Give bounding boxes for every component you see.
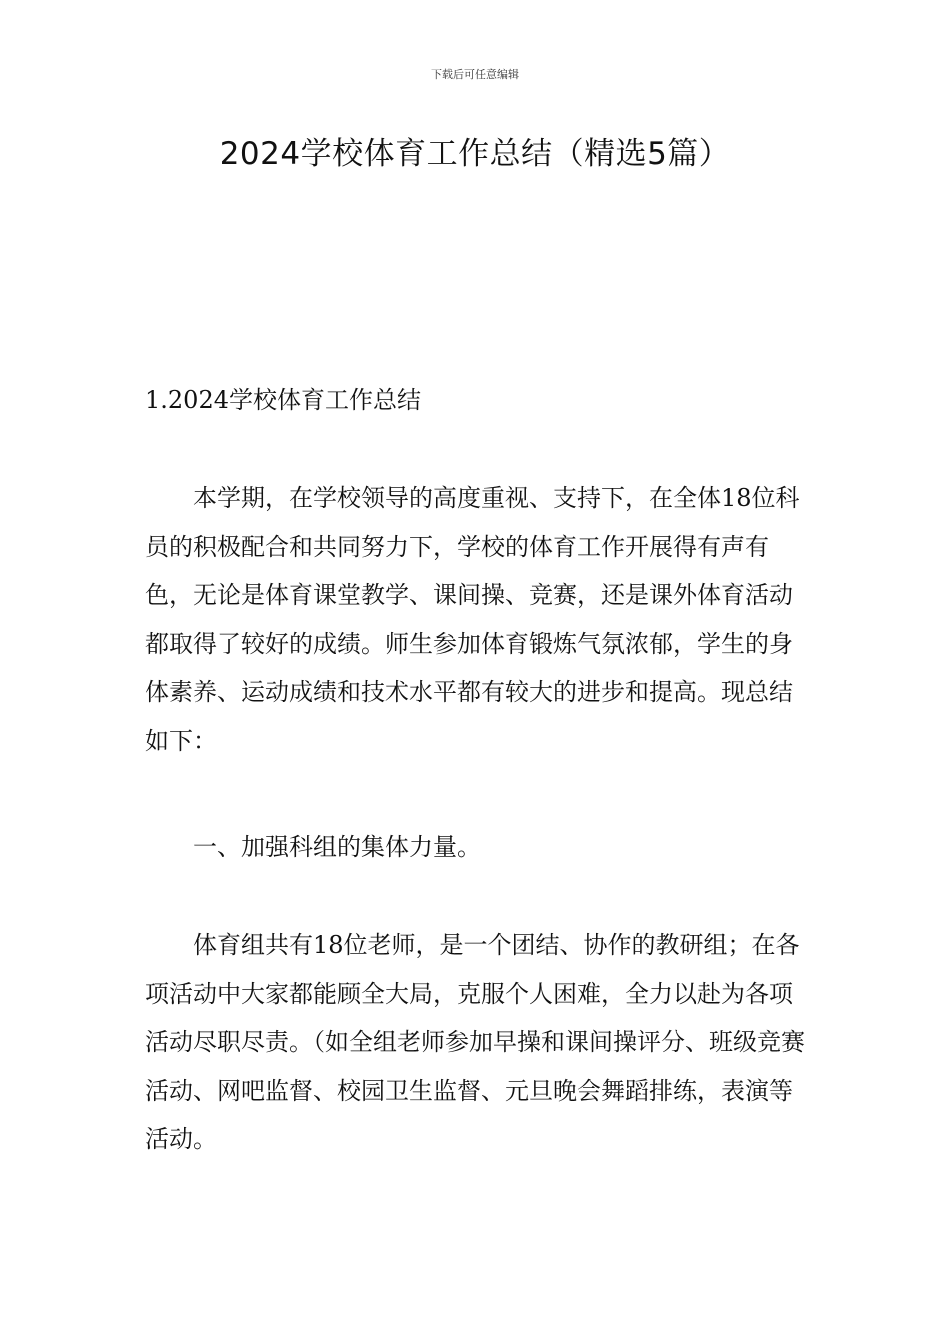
subheading-1: 一、加强科组的集体力量。 — [193, 833, 481, 861]
section-title: 1.2024学校体育工作总结 — [145, 386, 421, 414]
document-title: 2024学校体育工作总结（精选5篇） — [219, 136, 731, 172]
paragraph-team: 体育组共有18位老师，是一个团结、协作的教研组；在各项活动中大家都能顾全大局，克服个人困难，全力以赴为各项活动尽职尽责。（如全组老师参加早操和课间操评分、班级竞赛活动、网吧监督、校园卫生监督、元旦晚会舞蹈排练，表演等活动。 — [145, 931, 805, 1153]
paragraph-intro: 本学期，在学校领导的高度重视、支持下，在全体18位科员的积极配合和共同努力下，学校的体育工作开展得有声有色，无论是体育课堂教学、课间操、竞赛，还是课外体育活动都取得了较好的成绩。师生参加体育锻炼气氛浓郁，学生的身体素养、运动成绩和技术水平都有较大的进步和提高。现总结如下： — [145, 484, 800, 755]
header-note: 下载后可任意编辑 — [431, 68, 519, 81]
